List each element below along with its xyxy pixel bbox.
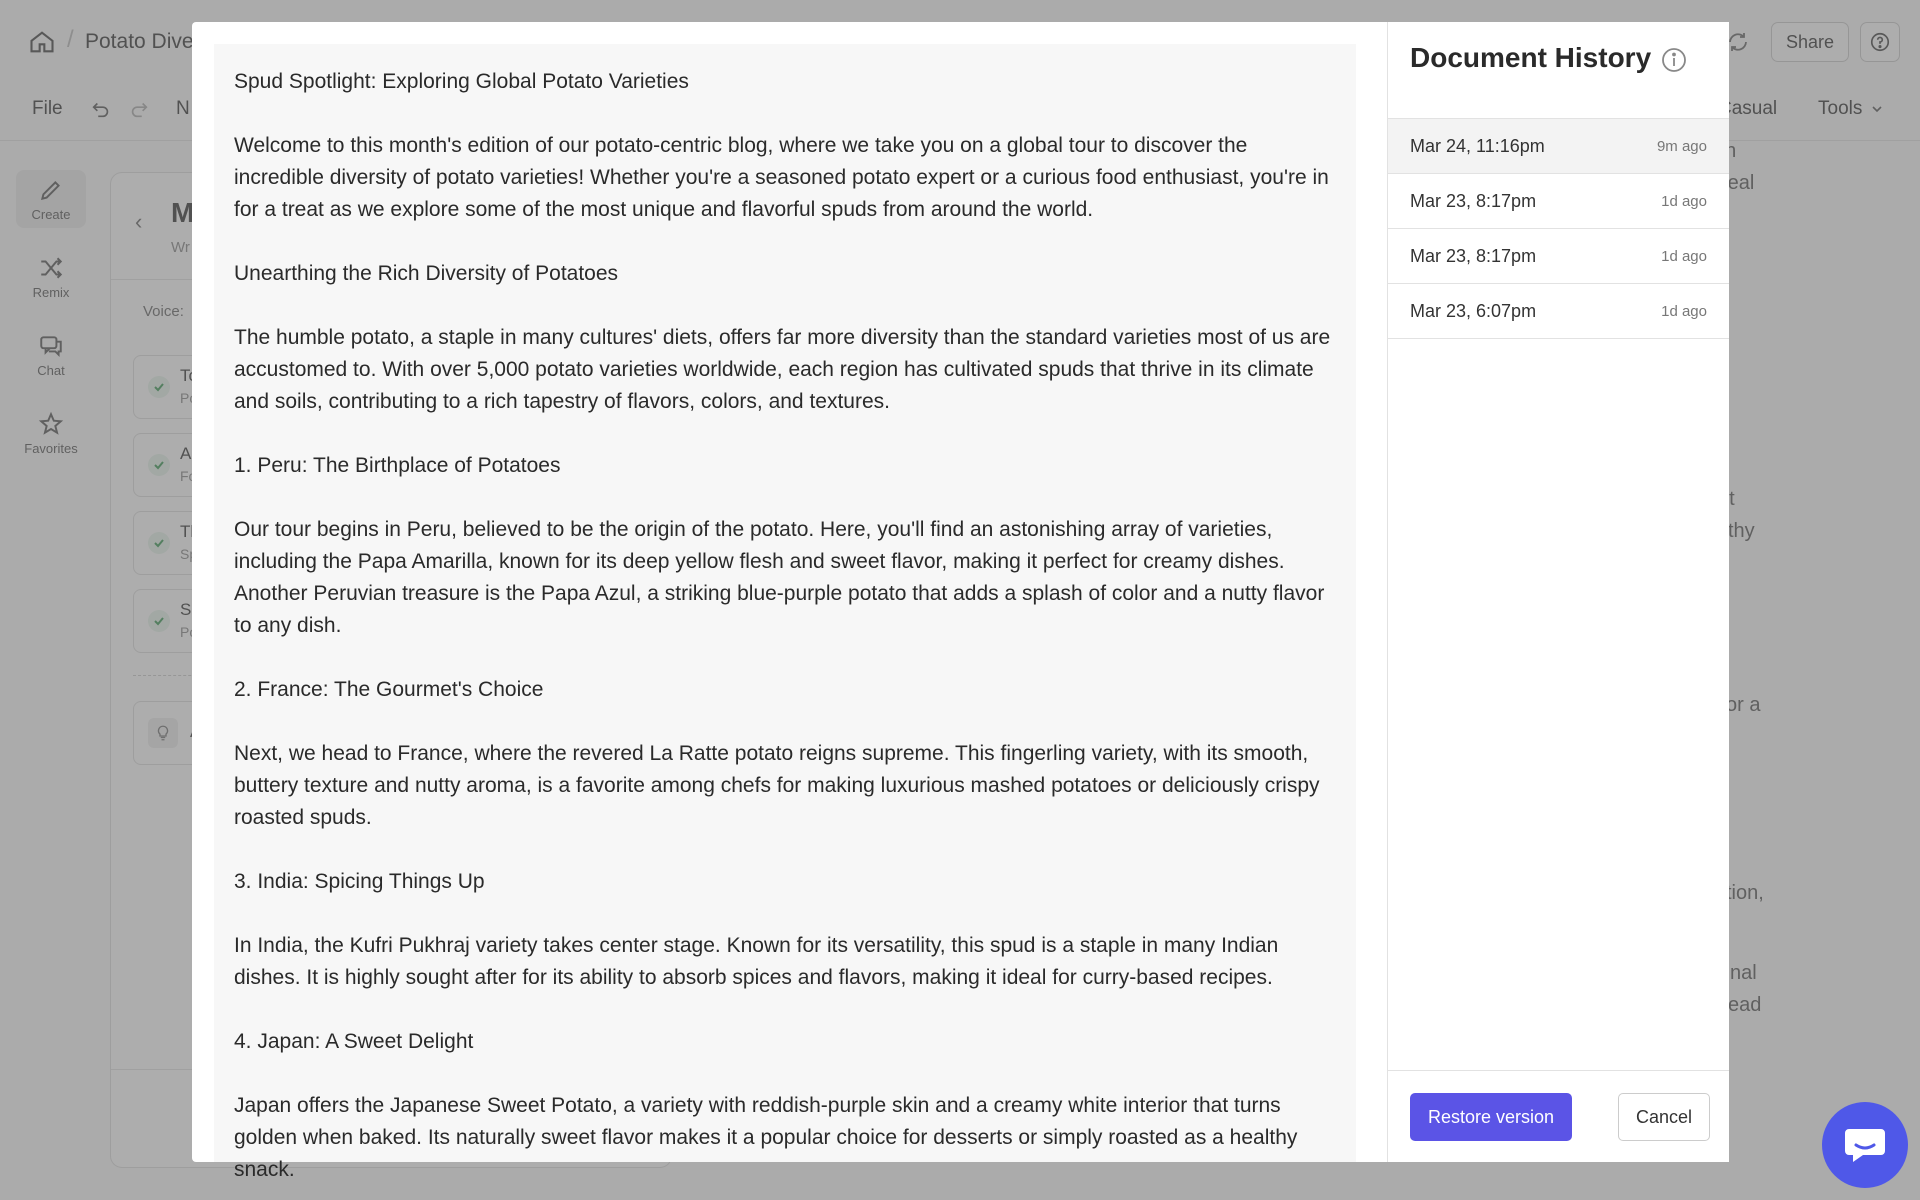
restore-version-button[interactable]: Restore version [1410,1093,1572,1141]
preview-paragraph: 3. India: Spicing Things Up [234,870,485,893]
version-age: 1d ago [1661,193,1707,210]
preview-paragraph: The humble potato, a staple in many cultures' diets, offers far more diversity than the standard varieties most of us are accustomed to. With over 5,000 potato varieties worldwide, each region has cultivated spuds that thrive in its climate and soils, contributing to a rich tapestry of flavors, colors, and textures. [234,326,1331,413]
history-footer [1388,1070,1729,1163]
document-history-dialog [192,22,1728,1181]
version-age: 1d ago [1661,248,1707,265]
preview-paragraph: Welcome to this month's edition of our potato-centric blog, where we take you on a global tour to discover the incredible diversity of potato varieties! Whether you're a seasoned potato expert or a curious food enthusiast, you're in for a treat as we explore some of the most unique and flavorful spuds from around the world. [234,134,1329,221]
preview-paragraph: Our tour begins in Peru, believed to be the origin of the potato. Here, you'll find an astonishing array of varieties, including the Papa Amarilla, known for its deep yellow flesh and sweet flavor, making it perfect for creamy dishes. Another Peruvian treasure is the Papa Azul, a striking blue-purple potato that adds a splash of color and a nutty flavor to any dish. [234,518,1325,637]
preview-paragraph: Next, we head to France, where the revered La Ratte potato reigns supreme. This fingerling variety, with its smooth, buttery texture and nutty aroma, is a favorite among chefs for making luxurious mashed potatoes or deliciously crispy roasted spuds. [234,742,1320,829]
info-icon[interactable] [1660,46,1688,74]
chat-bubble-icon [1843,1125,1887,1165]
version-item[interactable] [1388,119,1729,174]
preview-content [214,44,1356,1186]
version-date: Mar 23, 6:07pm [1410,301,1537,321]
version-date: Mar 23, 8:17pm [1410,191,1537,211]
preview-paragraph: In India, the Kufri Pukhraj variety takes center stage. Known for its versatility, this spud is a staple in many Indian dishes. It is highly sought after for its ability to absorb spices and flavors, making it ideal for curry-based recipes. [234,934,1279,989]
version-item[interactable] [1388,284,1729,339]
version-age: 1d ago [1661,303,1707,320]
cancel-button[interactable]: Cancel [1618,1093,1710,1141]
version-date: Mar 24, 11:16pm [1410,136,1545,156]
version-preview [214,44,1356,1181]
version-item[interactable] [1388,174,1729,229]
preview-paragraph: 1. Peru: The Birthplace of Potatoes [234,454,561,477]
version-age: 9m ago [1656,138,1707,155]
history-header [1388,22,1729,119]
history-title: Document History [1410,42,1652,73]
preview-paragraph: Unearthing the Rich Diversity of Potatoes [234,262,619,285]
preview-paragraph: 4. Japan: A Sweet Delight [234,1030,474,1053]
preview-paragraph: Spud Spotlight: Exploring Global Potato Varieties [234,70,689,93]
history-sidebar [1387,22,1729,1162]
version-item[interactable] [1388,229,1729,284]
chat-launcher-button[interactable] [1822,1102,1908,1188]
version-date: Mar 23, 8:17pm [1410,246,1537,266]
preview-paragraph: 2. France: The Gourmet's Choice [234,678,544,701]
preview-paragraph: Japan offers the Japanese Sweet Potato, a variety with reddish-purple skin and a creamy white interior that turns golden when baked. Its naturally sweet flavor makes it a popular choice for desserts or simply roasted as a healthy snack. [234,1094,1298,1181]
